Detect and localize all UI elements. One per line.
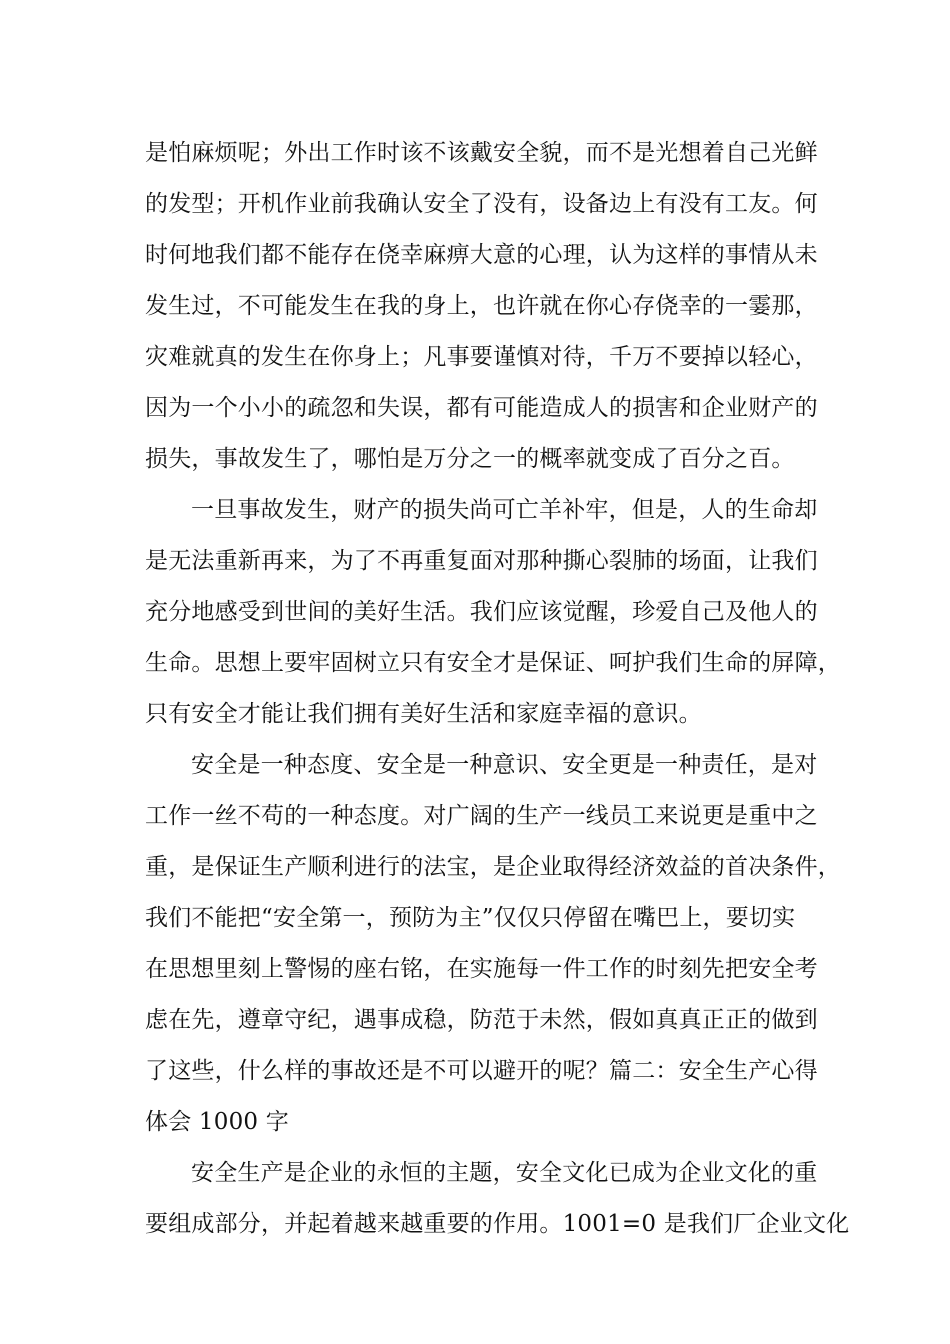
text-line: 要组成部分，并起着越来越重要的作用。1001=0 是我们厂企业文化 bbox=[145, 1211, 850, 1237]
text-line: 损失，事故发生了，哪怕是万分之一的概率就变成了百分之百。 bbox=[145, 446, 795, 472]
text-line: 的发型；开机作业前我确认安全了没有，设备边上有没有工友。何 bbox=[145, 191, 818, 217]
text-line: 体会 1000 字 bbox=[145, 1109, 289, 1135]
text-line: 时何地我们都不能存在侥幸麻痹大意的心理，认为这样的事情从未 bbox=[145, 242, 818, 268]
paragraph-2 bbox=[145, 485, 841, 740]
text-line: 生命。思想上要牢固树立只有安全才是保证、呵护我们生命的屏障， bbox=[145, 650, 841, 676]
text-line: 我们不能把“安全第一，预防为主”仅仅只停留在嘴巴上，要切实 bbox=[145, 905, 796, 931]
text-line: 发生过，不可能发生在我的身上，也许就在你心存侥幸的一霎那， bbox=[145, 293, 818, 319]
text-line: 了这些，什么样的事故还是不可以避开的呢？篇二：安全生产心得 bbox=[145, 1058, 818, 1084]
text-line: 在思想里刻上警惕的座右铭，在实施每一件工作的时刻先把安全考 bbox=[145, 956, 818, 982]
text-line: 是无法重新再来，为了不再重复面对那种撕心裂肺的场面，让我们 bbox=[145, 548, 818, 574]
text-line: 虑在先，遵章守纪，遇事成稳，防范于未然，假如真真正正的做到 bbox=[145, 1007, 818, 1033]
text-line: 充分地感受到世间的美好生活。我们应该觉醒，珍爱自己及他人的 bbox=[145, 599, 818, 625]
text-line: 是怕麻烦呢；外出工作时该不该戴安全貌，而不是光想着自己光鲜 bbox=[145, 140, 818, 166]
paragraph-4 bbox=[145, 1148, 850, 1250]
text-line-indented: 安全是一种态度、安全是一种意识、安全更是一种责任，是对 bbox=[191, 752, 818, 778]
text-line: 只有安全才能让我们拥有美好生活和家庭幸福的意识。 bbox=[145, 701, 702, 727]
paragraph-3 bbox=[145, 740, 841, 1148]
text-line: 重，是保证生产顺利进行的法宝，是企业取得经济效益的首决条件， bbox=[145, 854, 841, 880]
text-line: 因为一个小小的疏忽和失误，都有可能造成人的损害和企业财产的 bbox=[145, 395, 818, 421]
paragraph-1 bbox=[145, 128, 818, 485]
text-line: 灾难就真的发生在你身上；凡事要谨慎对待，千万不要掉以轻心， bbox=[145, 344, 818, 370]
document-body bbox=[145, 128, 850, 1250]
text-line-indented: 安全生产是企业的永恒的主题，安全文化已成为企业文化的重 bbox=[191, 1160, 818, 1186]
text-line-indented: 一旦事故发生，财产的损失尚可亡羊补牢，但是，人的生命却 bbox=[191, 497, 818, 523]
text-line: 工作一丝不苟的一种态度。对广阔的生产一线员工来说更是重中之 bbox=[145, 803, 818, 829]
